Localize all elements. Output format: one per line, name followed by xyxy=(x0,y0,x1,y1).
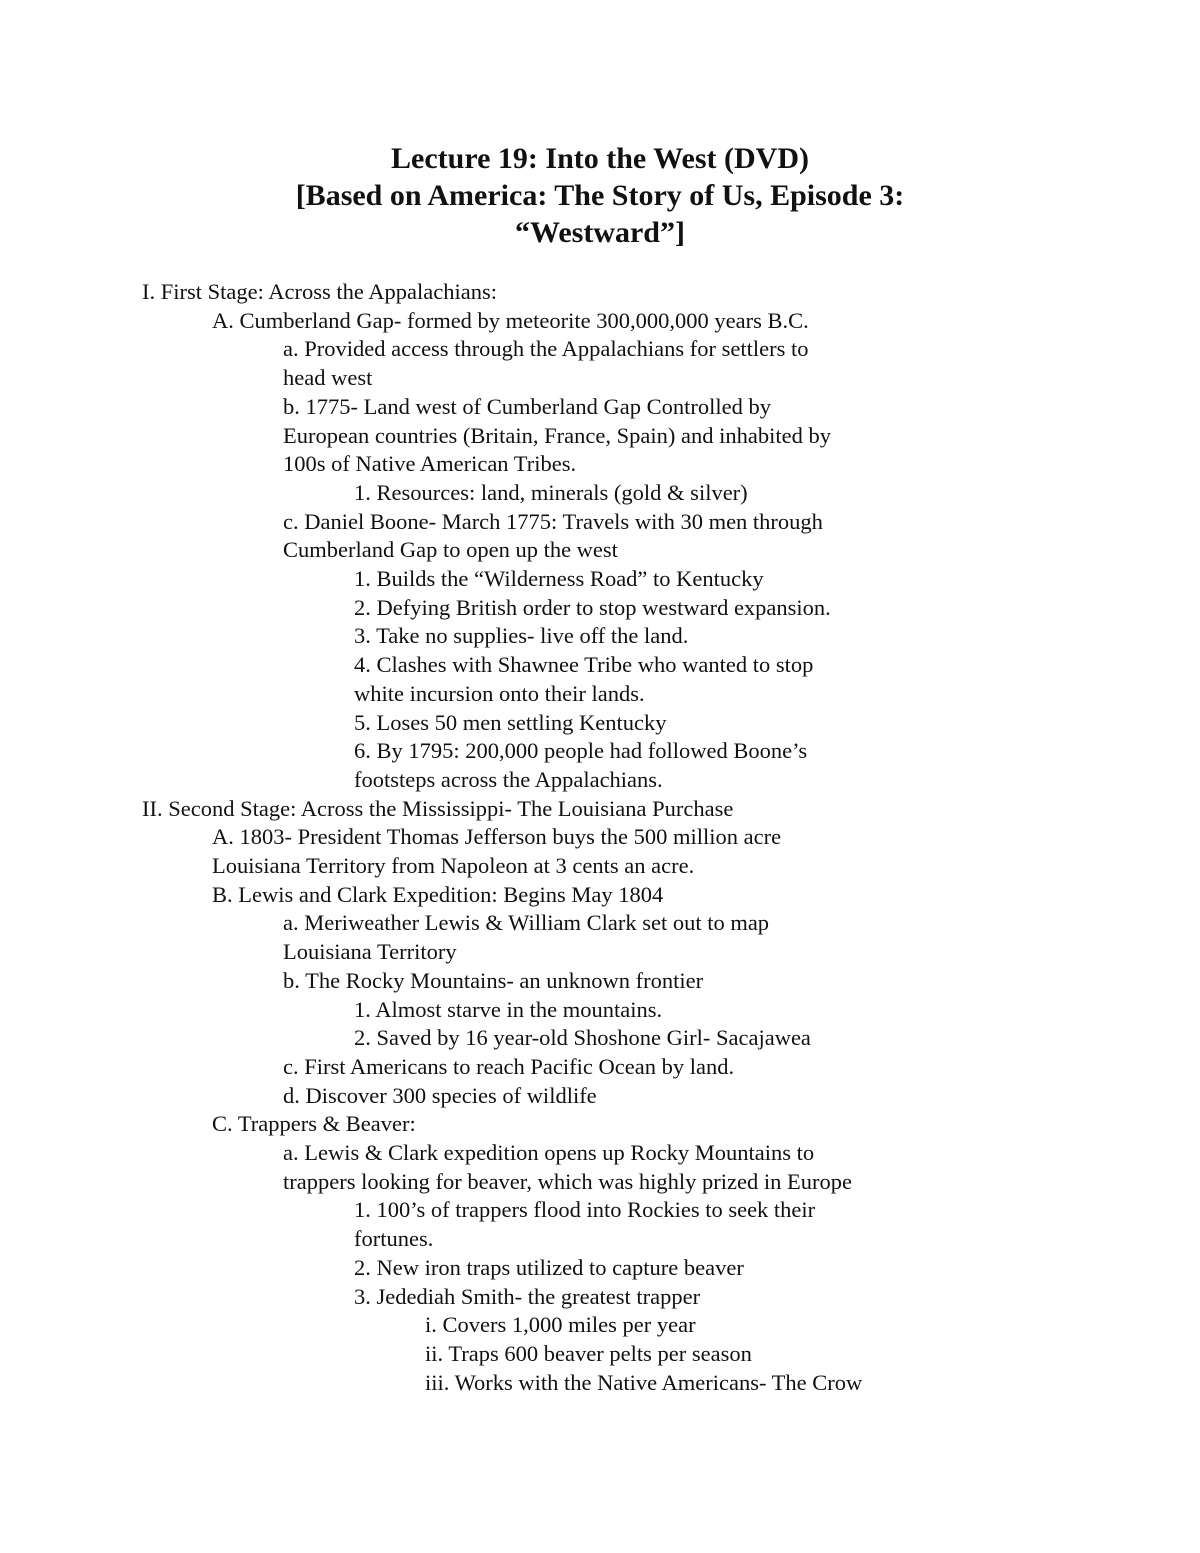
outline-line: B. Lewis and Clark Expedition: Begins May 1804 xyxy=(212,881,664,907)
title-line: Lecture 19: Into the West (DVD) xyxy=(391,142,809,175)
outline-line: I. First Stage: Across the Appalachians: xyxy=(142,279,497,304)
outline-line: b. 1775- Land west of Cumberland Gap Controlled by xyxy=(283,393,772,419)
outline-line: c. Daniel Boone- March 1775: Travels with 30 men through xyxy=(283,508,823,534)
outline-line: 1. Resources: land, minerals (gold & silver) xyxy=(354,479,748,505)
outline-line: Louisiana Territory from Napoleon at 3 cents an acre. xyxy=(212,853,695,878)
outline-line: white incursion onto their lands. xyxy=(354,680,645,706)
outline-line: 3. Jedediah Smith- the greatest trapper xyxy=(354,1283,701,1309)
outline-line: a. Meriweather Lewis & William Clark set out to map xyxy=(283,910,770,936)
outline-line: A. 1803- President Thomas Jefferson buys the 500 million acre xyxy=(212,824,782,850)
outline-line: head west xyxy=(283,365,373,391)
outline-line: iii. Works with the Native Americans- The Crow xyxy=(425,1369,863,1395)
outline-line: 3. Take no supplies- live off the land. xyxy=(354,623,689,649)
outline-line: a. Provided access through the Appalachians for settlers to xyxy=(283,336,809,362)
outline-line: 2. New iron traps utilized to capture beaver xyxy=(354,1254,744,1280)
outline-line: trappers looking for beaver, which was highly prized in Europe xyxy=(283,1168,852,1194)
outline-line: II. Second Stage: Across the Mississippi- The Louisiana Purchase xyxy=(142,795,734,821)
outline-line: 5. Loses 50 men settling Kentucky xyxy=(354,709,667,735)
outline-line: 1. Builds the “Wilderness Road” to Kentucky xyxy=(354,566,764,591)
outline-line: a. Lewis & Clark expedition opens up Rocky Mountains to xyxy=(283,1140,815,1165)
title-line: [Based on America: The Story of Us, Episode 3: xyxy=(295,179,905,212)
outline-line: 2. Defying British order to stop westward expansion. xyxy=(354,594,831,620)
outline-line: c. First Americans to reach Pacific Ocean by land. xyxy=(283,1053,735,1079)
outline-line: C. Trappers & Beaver: xyxy=(212,1111,416,1137)
outline-line: b. The Rocky Mountains- an unknown frontier xyxy=(283,967,704,993)
document-title xyxy=(0,140,1200,251)
outline-line: footsteps across the Appalachians. xyxy=(354,766,663,792)
outline-line: i. Covers 1,000 miles per year xyxy=(425,1312,696,1338)
outline-line: A. Cumberland Gap- formed by meteorite 300,000,000 years B.C. xyxy=(212,307,809,333)
outline-line: Cumberland Gap to open up the west xyxy=(283,537,618,563)
title-line: “Westward”] xyxy=(515,216,685,249)
outline-line: fortunes. xyxy=(354,1226,434,1252)
outline-line: 1. 100’s of trappers flood into Rockies to seek their xyxy=(354,1197,816,1223)
outline-line: ii. Traps 600 beaver pelts per season xyxy=(425,1340,752,1366)
outline-line: 4. Clashes with Shawnee Tribe who wanted to stop xyxy=(354,652,814,678)
outline-line: d. Discover 300 species of wildlife xyxy=(283,1082,597,1108)
outline-line: 1. Almost starve in the mountains. xyxy=(354,996,663,1022)
outline-line: 6. By 1795: 200,000 people had followed Boone’s xyxy=(354,738,808,764)
outline-line: 100s of Native American Tribes. xyxy=(283,451,577,477)
outline-line: Louisiana Territory xyxy=(283,939,457,965)
outline-line: European countries (Britain, France, Spain) and inhabited by xyxy=(283,422,831,448)
outline-line: 2. Saved by 16 year-old Shoshone Girl- Sacajawea xyxy=(354,1025,811,1051)
